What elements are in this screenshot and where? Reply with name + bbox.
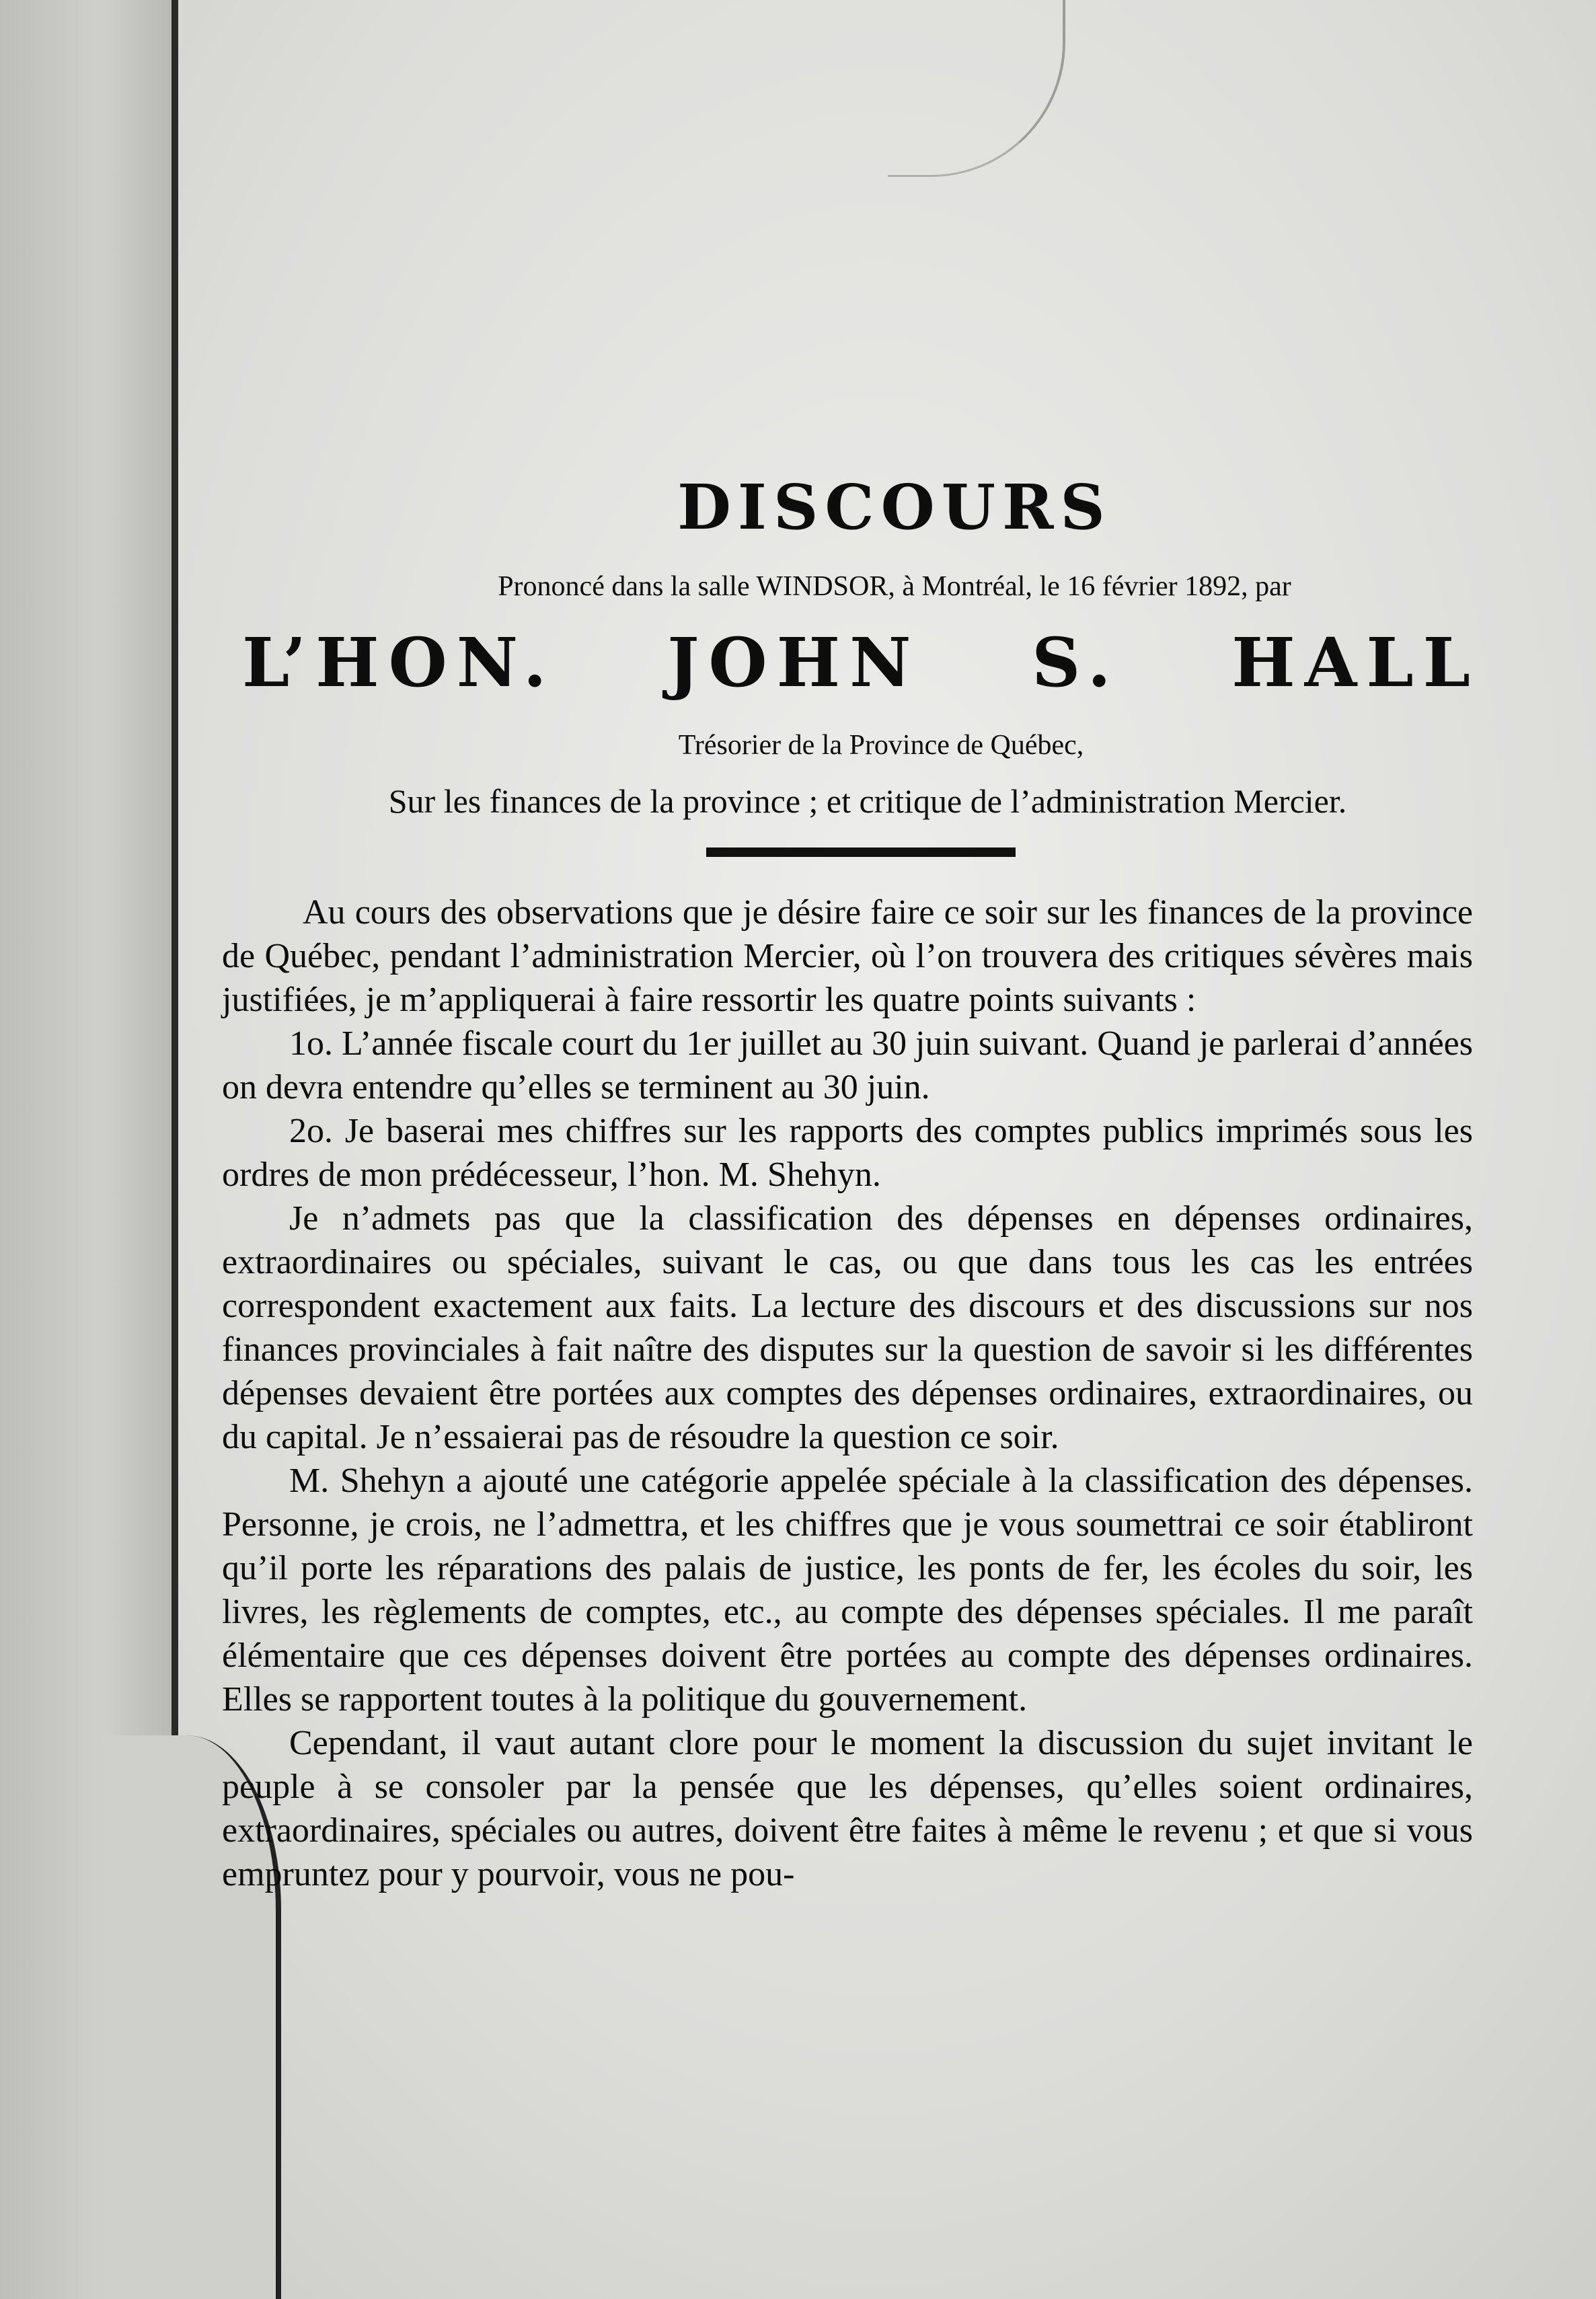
paragraph: 1o. L’année fiscale court du 1er juillet au 30 juin suivant. Quand je parlerai d’années on devra entendre qu’elles se terminent au 30 juin. (222, 1024, 1473, 1106)
paragraph: M. Shehyn a ajouté une catégorie appelée spéciale à la classification des dépenses. Personne, je crois, ne l’admettra, et les chiffres que je vous soumettrai ce soir établiront qu’il porte les réparations des palais de justice, les ponts de fer, les écoles du soir, les livres, les règlements de comptes, etc., au compte des dépenses spéciales. Il me paraît élémentaire que ces dépenses doivent être portées au compte des dépenses ordinaires. Elles se rapportent toutes à la politique du gouvernement. (222, 1462, 1473, 1719)
document-title: DISCOURS (677, 471, 1112, 543)
speaker-role: Trésorier de la Province de Québec, (678, 730, 1084, 761)
speaker-last-name: HALL (1231, 623, 1480, 702)
paragraph: Au cours des observations que je désire faire ce soir sur les finances de la province de Québec, pendant l’administration Mercier, où l’on trouvera des critiques sévères mais justifiées, je m’appliquerai à faire ressortir les quatre points suivants : (222, 893, 1473, 1019)
speaker-initial: S. (1032, 623, 1120, 702)
speaker-name (242, 623, 1480, 702)
divider-rule (706, 847, 1016, 857)
paragraph: 2o. Je baserai mes chiffres sur les rapports des comptes publics imprimés sous les ordres de mon prédécesseur, l’hon. M. Shehyn. (222, 1112, 1473, 1194)
paragraph: Cependant, il vaut autant clore pour le moment la discussion du sujet invitant le peuple à se consoler par la pensée que les dépenses, qu’elles soient ordinaires, extraordinaires, spéciales ou autres, doivent être faites à même le revenu ; et que si vous empruntez pour y pourvoir, vous ne pou- (222, 1724, 1473, 1893)
speech-topic: Sur les finances de la province ; et critique de l’administration Mercier. (388, 782, 1347, 820)
paragraph: Je n’admets pas que la classification des dépenses en dépenses ordinaires, extraordinaires ou spéciales, suivant le cas, ou que dans tous les cas les entrées correspondent exactement aux faits. La lecture des discours et des discussions sur nos finances provinciales à fait naître des disputes sur la question de savoir si les différentes dépenses devaient être portées aux comptes des dépenses ordinaires, extraordinaires, ou du capital. Je n’essaierai pas de résoudre la question ce soir. (222, 1199, 1473, 1456)
document-subtitle: Prononcé dans la salle WINDSOR, à Montréal, le 16 février 1892, par (498, 571, 1291, 602)
speaker-first-name: JOHN (667, 623, 921, 702)
paper-crease (888, 0, 1065, 177)
speech-body (222, 891, 1473, 1896)
document-content (222, 471, 1480, 1896)
speaker-honorific: L’HON. (242, 623, 556, 702)
